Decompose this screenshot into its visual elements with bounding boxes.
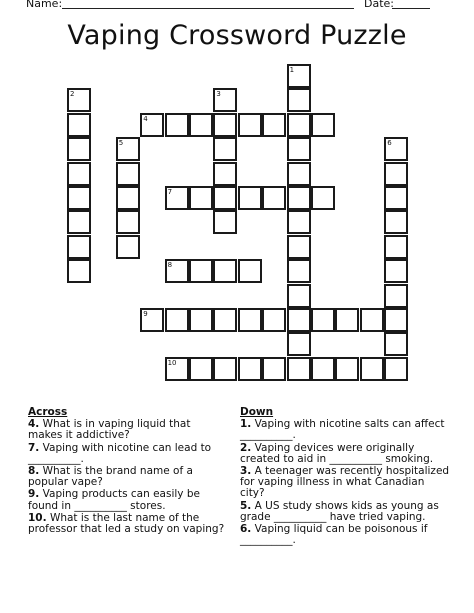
clue-number: 3 — [216, 90, 221, 99]
crossword-cell[interactable] — [116, 137, 140, 161]
crossword-cell[interactable] — [165, 357, 189, 381]
crossword-cell[interactable] — [67, 235, 91, 259]
across-clue — [28, 443, 226, 465]
clue-text: Vaping with nicotine can lead to __________. — [28, 441, 212, 465]
crossword-cell[interactable] — [213, 162, 237, 186]
clue-text: Vaping with nicotine salts can affect __________. — [240, 418, 445, 442]
crossword-cell[interactable] — [140, 113, 164, 137]
crossword-cell[interactable] — [287, 113, 311, 137]
clue-number: 7 — [167, 188, 173, 196]
date-label: Date: — [364, 0, 394, 10]
crossword-cell[interactable] — [213, 186, 237, 210]
crossword-cell[interactable] — [287, 186, 311, 210]
crossword-cell[interactable] — [238, 113, 262, 137]
crossword-cell[interactable] — [189, 113, 213, 137]
page-title: Vaping Crossword Puzzle — [67, 20, 407, 51]
clue-text: What is in vaping liquid that makes it addictive? — [28, 418, 191, 442]
crossword-cell[interactable] — [67, 162, 91, 186]
clue-number: 9 — [143, 310, 148, 318]
clue-number: 1 — [289, 66, 295, 74]
clue-text: A US study shows kids as young as grade __________ have tried vaping. — [240, 499, 439, 523]
crossword-cell[interactable] — [311, 186, 335, 210]
name-label: Name: — [26, 0, 63, 10]
crossword-cell[interactable] — [67, 186, 91, 210]
crossword-cell[interactable] — [311, 113, 335, 137]
crossword-cell[interactable] — [262, 113, 286, 137]
clue-number: 10 — [167, 358, 177, 367]
clue-text: Vaping products can easily be found in __________ stores. — [28, 488, 200, 512]
crossword-cell[interactable] — [384, 186, 408, 210]
clue-number-label: 4. — [28, 418, 40, 431]
down-heading: Down — [240, 406, 274, 418]
crossword-cell[interactable] — [116, 210, 140, 234]
crossword-cell[interactable] — [287, 162, 311, 186]
crossword-cell[interactable] — [287, 64, 311, 88]
clue-number-label: 10. — [28, 511, 47, 524]
clue-text: Vaping devices were originally created to aid in __________ smoking. — [240, 441, 434, 465]
crossword-cell[interactable] — [189, 186, 213, 210]
clue-number-label: 3. — [240, 465, 252, 478]
crossword-cell[interactable] — [384, 137, 408, 161]
crossword-cell[interactable] — [287, 308, 311, 332]
clue-number: 8 — [167, 261, 173, 270]
clue-number-label: 8. — [28, 465, 40, 478]
crossword-cell[interactable] — [165, 308, 189, 332]
across-clue — [28, 513, 226, 535]
crossword-cell[interactable] — [67, 88, 91, 112]
across-clue — [28, 419, 226, 441]
crossword-cell[interactable] — [287, 357, 311, 381]
clue-number: 5 — [118, 139, 124, 148]
clue-number-label: 1. — [240, 418, 252, 431]
crossword-cell[interactable] — [213, 88, 237, 112]
clue-text: What is the last name of the professor that led a study on vaping? — [28, 511, 225, 536]
crossword-cell[interactable] — [384, 235, 408, 259]
crossword-cell[interactable] — [384, 357, 408, 381]
crossword-cell[interactable] — [287, 88, 311, 112]
clue-text: What is the brand name of a popular vape? — [28, 465, 193, 489]
crossword-cell[interactable] — [213, 357, 237, 381]
clue-number-label: 2. — [240, 441, 252, 454]
across-clues — [28, 407, 226, 536]
across-heading: Across — [28, 406, 68, 418]
crossword-cell[interactable] — [287, 284, 311, 308]
clue-text: Vaping liquid can be poisonous if __________. — [240, 523, 428, 547]
crossword-cell[interactable] — [67, 259, 91, 283]
crossword-cell[interactable] — [67, 210, 91, 234]
crossword-cell[interactable] — [238, 259, 262, 283]
crossword-cell[interactable] — [213, 137, 237, 161]
crossword-cell[interactable] — [67, 113, 91, 137]
clue-text: A teenager was recently hospitalized for vaping illness in what Canadian city? — [240, 465, 450, 500]
down-clues — [240, 407, 450, 547]
crossword-cell[interactable] — [116, 235, 140, 259]
down-clue — [240, 501, 450, 523]
crossword-cell[interactable] — [311, 357, 335, 381]
crossword-cell[interactable] — [189, 308, 213, 332]
crossword-cell[interactable] — [384, 162, 408, 186]
down-clue — [240, 443, 450, 465]
crossword-cell[interactable] — [67, 137, 91, 161]
down-clue — [240, 466, 450, 500]
crossword-cell[interactable] — [116, 186, 140, 210]
crossword-cell[interactable] — [140, 308, 164, 332]
crossword-cell[interactable] — [384, 210, 408, 234]
clue-number: 6 — [387, 139, 392, 148]
down-clue — [240, 524, 450, 546]
crossword-cell[interactable] — [287, 259, 311, 283]
crossword-cell[interactable] — [213, 210, 237, 234]
clue-number-label: 7. — [28, 441, 40, 454]
crossword-cell[interactable] — [360, 357, 384, 381]
crossword-cell[interactable] — [116, 162, 140, 186]
crossword-cell[interactable] — [238, 308, 262, 332]
crossword-cell[interactable] — [213, 113, 237, 137]
down-clue — [240, 419, 450, 441]
crossword-cell[interactable] — [189, 357, 213, 381]
crossword-cell[interactable] — [384, 259, 408, 283]
crossword-cell[interactable] — [384, 308, 408, 332]
crossword-cell[interactable] — [238, 357, 262, 381]
clue-number-label: 5. — [240, 499, 252, 512]
crossword-cell[interactable] — [360, 308, 384, 332]
crossword-cell[interactable] — [335, 308, 359, 332]
crossword-cell[interactable] — [165, 259, 189, 283]
crossword-cell[interactable] — [287, 235, 311, 259]
clue-number: 2 — [70, 90, 75, 99]
crossword-cell[interactable] — [262, 308, 286, 332]
crossword-cell[interactable] — [287, 137, 311, 161]
crossword-cell[interactable] — [165, 186, 189, 210]
crossword-cell[interactable] — [287, 210, 311, 234]
crossword-cell[interactable] — [384, 332, 408, 356]
crossword-cell[interactable] — [165, 113, 189, 137]
clue-number: 4 — [143, 114, 148, 123]
crossword-cell[interactable] — [262, 357, 286, 381]
crossword-cell[interactable] — [213, 259, 237, 283]
crossword-cell[interactable] — [262, 186, 286, 210]
crossword-cell[interactable] — [311, 308, 335, 332]
crossword-cell[interactable] — [213, 308, 237, 332]
clue-number-label: 6. — [240, 523, 252, 536]
clue-number-label: 9. — [28, 488, 40, 501]
crossword-cell[interactable] — [335, 357, 359, 381]
crossword-cell[interactable] — [287, 332, 311, 356]
across-clue — [28, 489, 226, 511]
crossword-cell[interactable] — [384, 284, 408, 308]
across-clue — [28, 466, 226, 488]
crossword-cell[interactable] — [189, 259, 213, 283]
crossword-cell[interactable] — [238, 186, 262, 210]
